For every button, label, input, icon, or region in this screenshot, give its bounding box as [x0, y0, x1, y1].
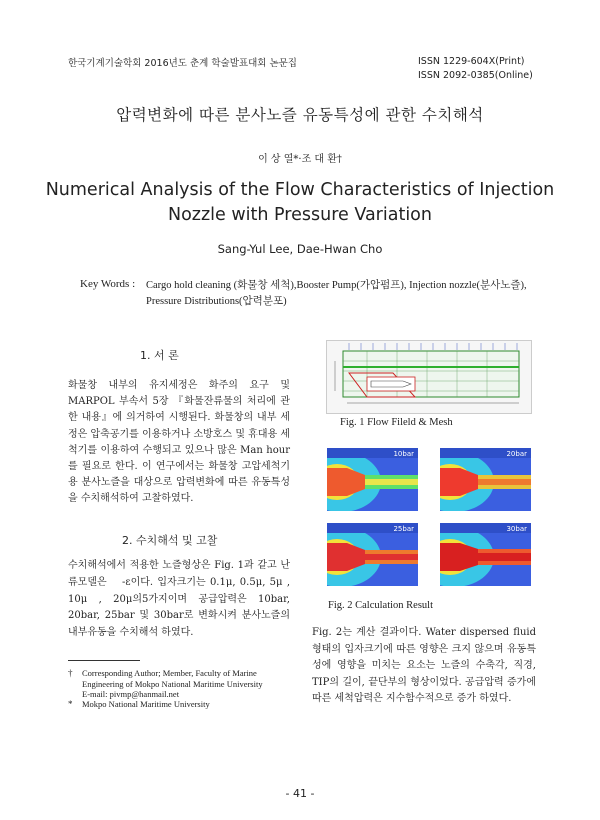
issn-block — [418, 55, 533, 83]
keywords-text: Cargo hold cleaning (화물창 세척),Booster Pump(가압펌프), Injection nozzle(분사노즐), Pressure Distributions(압력분포) — [146, 280, 527, 307]
section-1-heading: 1. 서 론 — [140, 349, 179, 362]
cfd-panel-20bar — [440, 448, 531, 511]
title-english-line1: Numerical Analysis of the Flow Characteristics of Injection — [45, 180, 555, 200]
footnote-corresponding — [68, 668, 290, 700]
issn-online: ISSN 2092-0385(Online) — [418, 70, 533, 81]
footnote-mark-asterisk: * — [68, 699, 73, 709]
title-korean: 압력변화에 따른 분사노즐 유동특성에 관한 수치해석 — [116, 106, 484, 124]
keywords-label: Key Words : — [80, 278, 136, 290]
footnote-text: Mokpo National Maritime University — [82, 699, 210, 709]
section-2-continuation: Fig. 2는 계산 결과이다. Water dispersed fluid 형태의 입자크기에 따른 영향은 크지 않으며 유동특성에 영향을 미치는 요소는 노즐의 수축각, 직경, TIP의 길이, 끝단부의 형상이었다. 공급압력 증가에 따른 세척압력은 지수함수적으로 증가 하였다. — [312, 627, 536, 704]
panel-label: 25bar — [393, 525, 414, 533]
footnote-text: Corresponding Author; Member, Faculty of Marine Engineering of Mokpo National Maritime University E-mail: pivmp@hanmail.net — [82, 668, 263, 699]
panel-label: 30bar — [506, 525, 527, 533]
footnote-divider — [68, 660, 140, 661]
cfd-panel-25bar — [327, 523, 418, 586]
title-english-line2: Nozzle with Pressure Variation — [168, 205, 432, 225]
page-number: - 41 - — [285, 787, 315, 800]
section-2-body: 수치해석에서 적용한 노즐형상은 Fig. 1과 같고 난류모델은 -ε이다. 입자크기는 0.1μ, 0.5μ, 5μ , 10μ , 20μ의5가지이며 공급압력은 10bar, 20bar, 25bar 및 30bar로 변화시켜 분사노즐의 내부유동을 수치해석 하였다. — [68, 560, 290, 639]
authors-korean: 이 상 열*·조 대 환† — [258, 154, 342, 165]
issn-print: ISSN 1229-604X(Print) — [418, 56, 525, 67]
section-1-body: 화물창 내부의 유지세정은 화주의 요구 및 MARPOL 부속서 5장 『화물잔류물의 처리에 관한 내용』에 의거하여 시행된다. 화물창의 내부 세정은 압축공기를 이용하거나 소방호스 및 휴대용 세척기를 이용하여 수행되고 있으나 많은 Man hour를 필요로 한다. 이 연구에서는 화물창 고압세척기용 분사노즐을 대상으로 압력변화에 따른 유동특성을 수치해석하여 고찰하였다. — [68, 380, 290, 505]
title-english — [40, 178, 560, 228]
cfd-panel-30bar — [440, 523, 531, 586]
cfd-panel-10bar — [327, 448, 418, 511]
journal-header: 한국기계기술학회 2016년도 춘계 학술발표대회 논문집 — [68, 58, 297, 69]
authors-english: Sang-Yul Lee, Dae-Hwan Cho — [217, 242, 383, 256]
mesh-image — [327, 341, 531, 413]
footnote-mark-dagger: † — [68, 668, 73, 678]
figure-1-flow-mesh — [326, 340, 532, 414]
section-2-heading: 2. 수치해석 및 고찰 — [122, 534, 218, 547]
panel-label: 20bar — [506, 450, 527, 458]
figure-2-caption: Fig. 2 Calculation Result — [328, 600, 433, 611]
figure-1-caption: Fig. 1 Flow Fileld & Mesh — [340, 417, 453, 428]
panel-label: 10bar — [393, 450, 414, 458]
footnote-affiliation — [68, 699, 290, 710]
